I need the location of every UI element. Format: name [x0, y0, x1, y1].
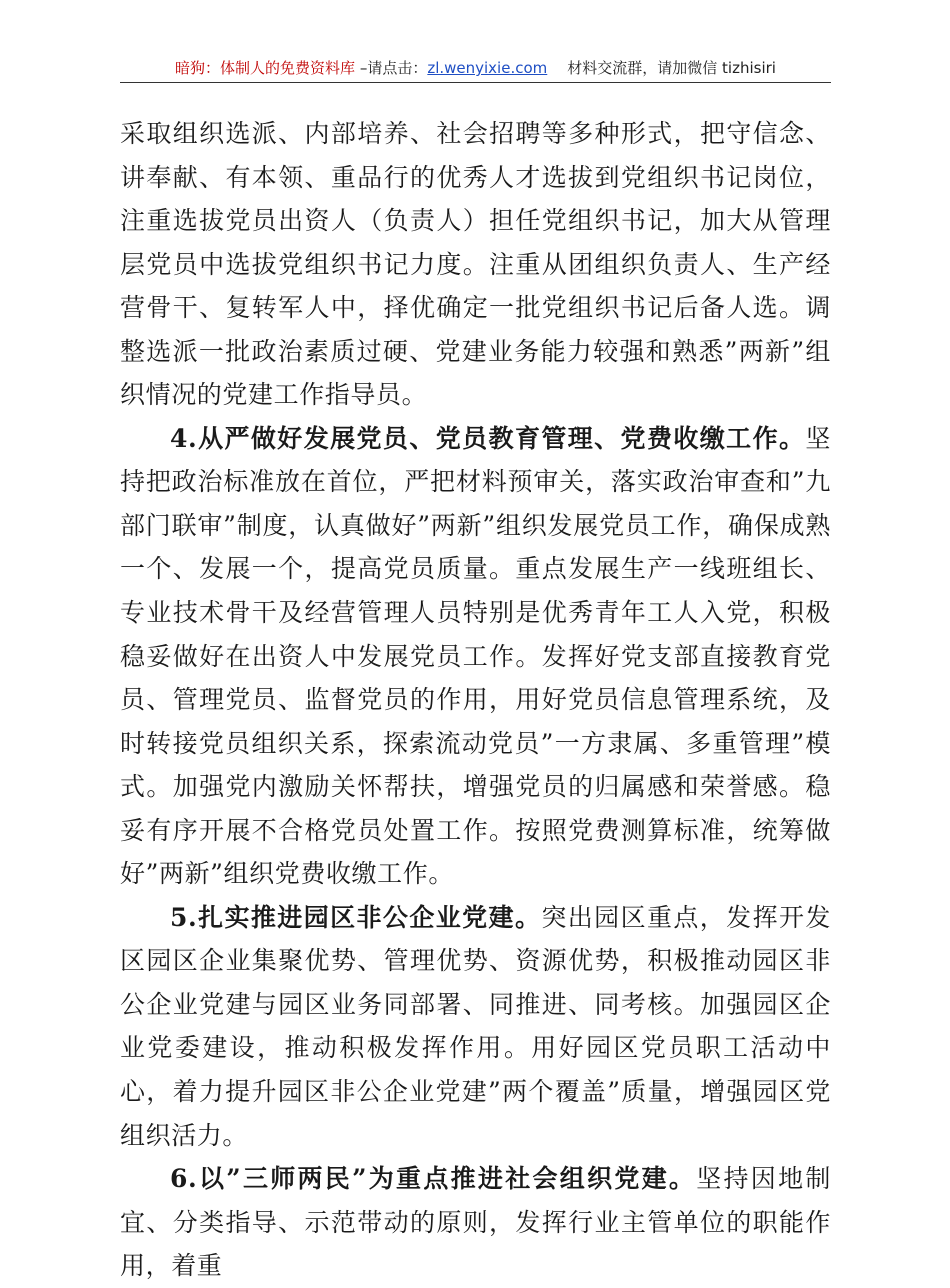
paragraph-heading: 6.以”三师两民”为重点推进社会组织党建。: [170, 1164, 697, 1194]
paragraph-heading: 4.从严做好发展党员、党员教育管理、党费收缴工作。: [170, 423, 806, 453]
site-link[interactable]: zl.wenyixie.com: [427, 59, 548, 77]
page-header: [120, 58, 831, 83]
group-note: 材料交流群，请加微信 tizhisiri: [567, 59, 776, 77]
paragraph-continuation: [120, 112, 831, 417]
paragraph-text: 坚持因地制宜、分类指导、示范带动的原则，发挥行业主管单位的职能作用，着重: [120, 1164, 831, 1281]
paragraph-text: 突出园区重点，发挥开发区园区企业集聚优势、管理优势、资源优势，积极推动园区非公企业党建与园区业务同部署、同推进、同考核。加强园区企业党委建设，推动积极发挥作用。用好园区党员职工活动中心，着力提升园区非公企业党建”两个覆盖”质量，增强园区党组织活力。: [120, 902, 831, 1150]
site-name: 暗狗：体制人的免费资料库: [175, 59, 356, 77]
paragraph-text: 采取组织选派、内部培养、社会招聘等多种形式，把守信念、讲奉献、有本领、重品行的优秀人才选拔到党组织书记岗位，注重选拔党员出资人（负责人）担任党组织书记，加大从管理层党员中选拔党组织书记力度。注重从团组织负责人、生产经营骨干、复转军人中，择优确定一批党组织书记后备人选。调整选派一批政治素质过硬、党建业务能力较强和熟悉”两新”组织情况的党建工作指导员。: [120, 119, 831, 410]
paragraph-item-6: [120, 1157, 831, 1288]
paragraph-heading: 5.扎实推进园区非公企业党建。: [170, 902, 542, 932]
click-prompt: –请点击：: [355, 59, 428, 77]
paragraph-text: 坚持把政治标准放在首位，严把材料预审关，落实政治审查和”九部门联审”制度，认真做好”两新”组织发展党员工作，确保成熟一个、发展一个，提高党员质量。重点发展生产一线班组长、专业技术骨干及经营管理人员特别是优秀青年工人入党，积极稳妥做好在出资人中发展党员工作。发挥好党支部直接教育党员、管理党员、监督党员的作用，用好党员信息管理系统，及时转接党员组织关系，探索流动党员”一方隶属、多重管理”模式。加强党内激励关怀帮扶，增强党员的归属感和荣誉感。稳妥有序开展不合格党员处置工作。按照党费测算标准，统筹做好”两新”组织党费收缴工作。: [120, 423, 831, 889]
document-body: [120, 112, 831, 1288]
paragraph-item-4: [120, 417, 831, 896]
paragraph-item-5: [120, 896, 831, 1157]
